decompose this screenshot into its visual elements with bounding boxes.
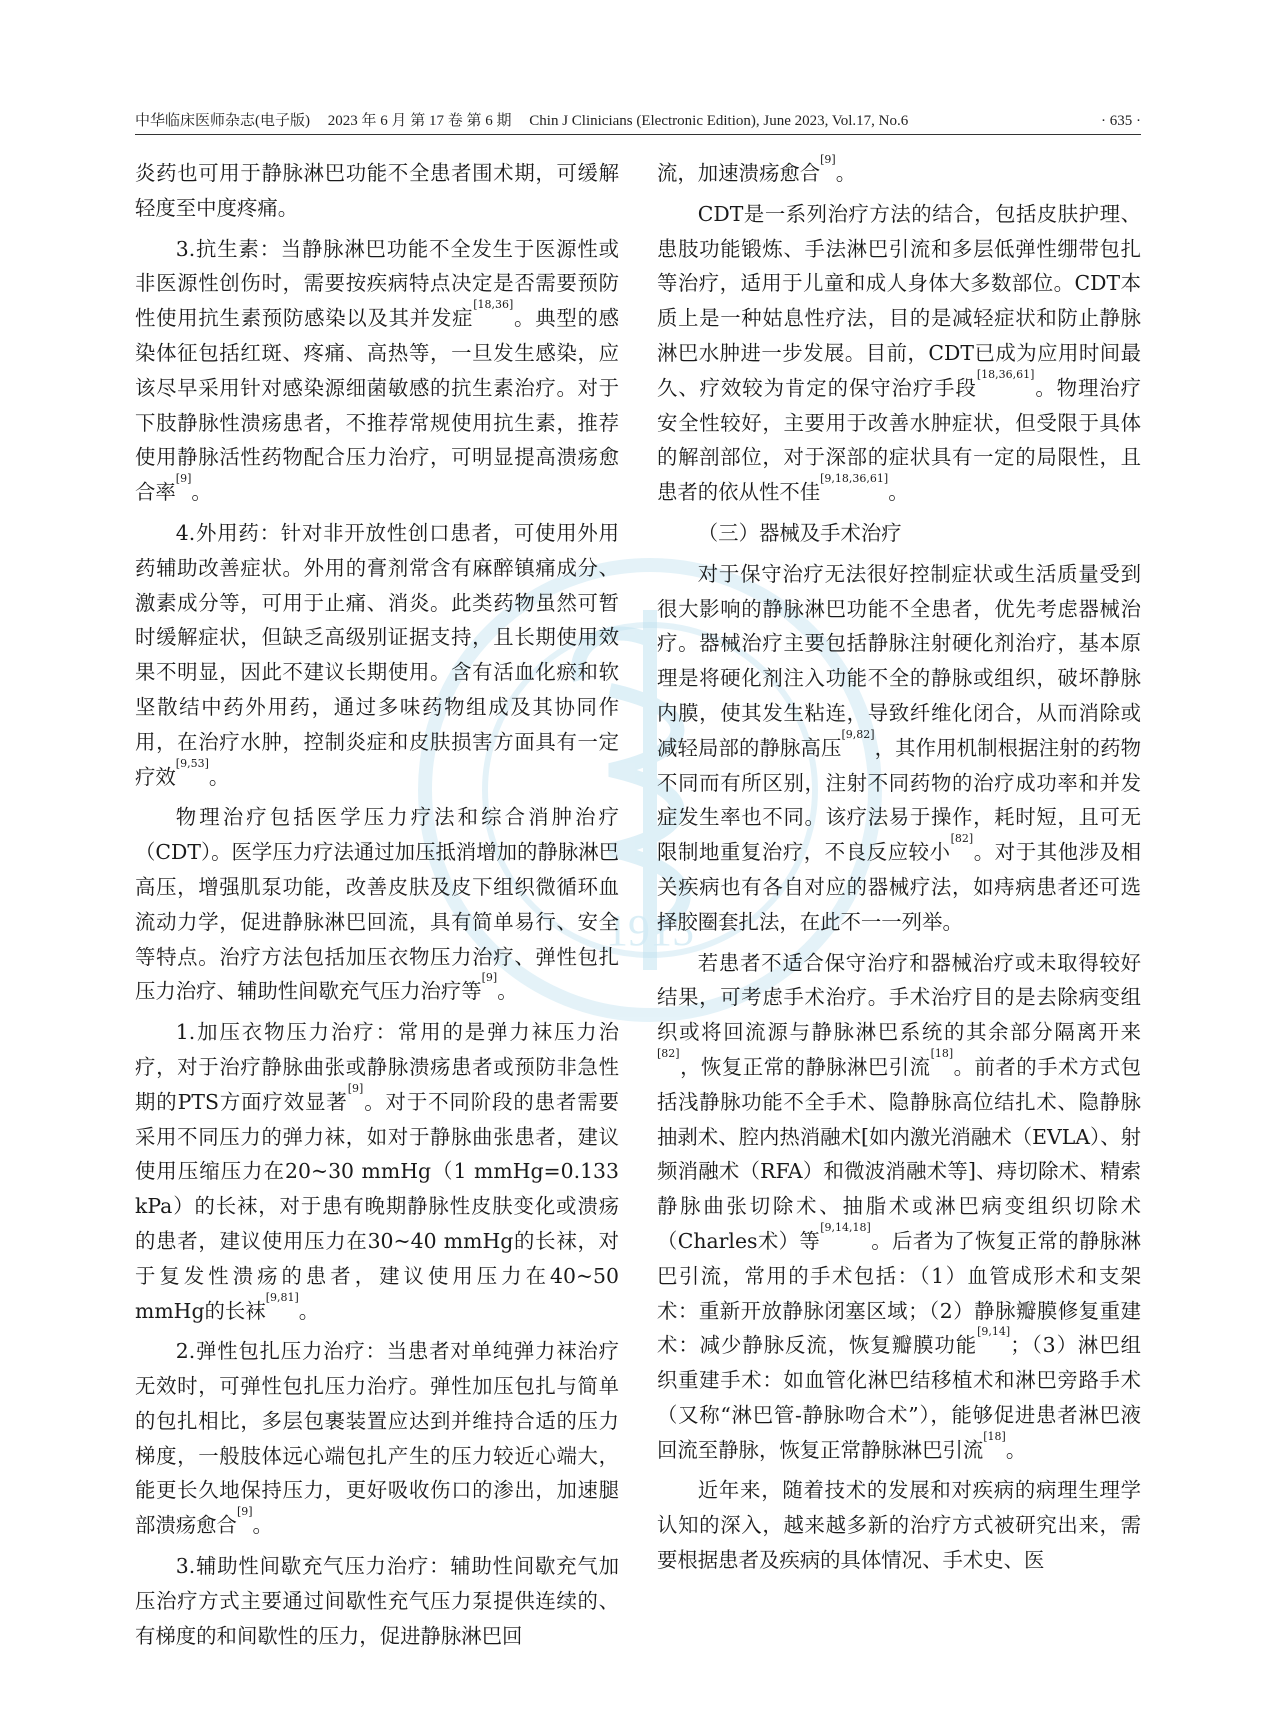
text-run: 。 — [191, 480, 212, 505]
citation-ref: [18,36] — [473, 298, 514, 312]
text-run: 。对于其他涉及相关疾病也有各自对应的器械疗法，如痔病患者还可选择胶圈套扎法，在此不一一列举。 — [657, 840, 1142, 934]
journal-title-cn: 中华临床医师杂志(电子版) — [135, 113, 310, 129]
paragraph — [135, 1015, 619, 1328]
text-run: 4.外用药：针对非开放性创口患者，可使用外用药辅助改善症状。外用的膏剂常含有麻醉镇痛成分、激素成分等，可用于止痛、消炎。此类药物虽然可暂时缓解症状，但缺乏高级别证据支持，且长期使用效果不明显，因此不建议长期使用。含有活血化瘀和软坚散结中药外用药，通过多味药物组成及其协同作用，在治疗水肿，控制炎症和皮肤损害方面具有一定疗效 — [135, 520, 619, 789]
citation-ref: [9] — [481, 971, 498, 985]
issue-info-cn: 2023 年 6 月 第 17 卷 第 6 期 — [327, 113, 512, 129]
citation-ref: [9,14,18] — [820, 1220, 871, 1234]
journal-title-en: Chin J Clinicians (Electronic Edition), June 2023, Vol.17, No.6 — [529, 113, 909, 129]
left-column — [135, 156, 619, 1659]
text-run: 。 — [888, 480, 909, 505]
citation-ref: [18] — [930, 1046, 954, 1060]
text-run: 。物理治疗安全性较好，主要用于改善水肿症状，但受限于具体的解剖部位，对于深部的症状具有一定的局限性，且患者的依从性不佳 — [657, 375, 1142, 505]
text-run: 流，加速溃疡愈合 — [657, 161, 821, 185]
text-run: 。前者的手术方式包括浅静脉功能不全手术、隐静脉高位结扎术、隐静脉抽剥术、腔内热消融术[如内激光消融术（EVLA）、射频消融术（RFA）和微波消融术等]、痔切除术、精索静脉曲张切除术、抽脂术或淋巴病变组织切除术（Charles术）等 — [657, 1054, 1142, 1253]
citation-ref: [82] — [950, 832, 974, 846]
text-run: ，其作用机制根据注射的药物不同而有所区别，注射不同药物的治疗成功率和并发症发生率也不同。该疗法易于操作，耗时短，且可无限制地重复治疗，不良反应较小 — [657, 735, 1141, 865]
text-run: 。 — [208, 764, 230, 789]
paragraph — [657, 197, 1141, 510]
svg-text:1915: 1915 — [606, 906, 694, 955]
text-run: 。 — [835, 161, 857, 185]
journal-citation — [135, 109, 922, 130]
citation-ref: [18] — [983, 1429, 1006, 1443]
text-run: 近年来，随着技术的发展和对疾病的病理生理学认知的深入，越来越多新的治疗方式被研究出来，需要根据患者及疾病的具体情况、手术史、医 — [657, 1478, 1141, 1573]
paragraph — [657, 557, 1141, 940]
section-heading — [657, 516, 1141, 551]
text-run: 若患者不适合保守治疗和器械治疗或未取得较好结果，可考虑手术治疗。手术治疗目的是去除病变组织或将回流源与静脉淋巴系统的其余部分隔离开来 — [657, 950, 1141, 1045]
paragraph-continuation — [135, 156, 619, 226]
text-run: CDT是一系列治疗方法的结合，包括皮肤护理、患肢功能锻炼、手法淋巴引流和多层低弹性绷带包扎等治疗，适用于儿童和成人身体大多数部位。CDT本质上是一种姑息性疗法，目的是减轻症状和防止静脉淋巴水肿进一步发展。目前，CDT已成为应用时间最久、疗效较为肯定的保守治疗手段 — [657, 201, 1141, 400]
paragraph — [135, 1549, 619, 1653]
text-run: 3.抗生素：当静脉淋巴功能不全发生于医源性或非医源性创伤时，需要按疾病特点决定是否需要预防性使用抗生素预防感染以及其并发症 — [135, 236, 619, 331]
paragraph — [135, 800, 619, 1009]
text-run: 。对于不同阶段的患者需要采用不同压力的弹力袜，如对于静脉曲张患者，建议使用压缩压力在20~30 mmHg（1 mmHg=0.133 kPa）的长袜，对于患有晚期静脉性皮肤变化或溃疡的患者，建议使用压力在30~40 mmHg的长袜，对于复发性溃疡的患者，建议使用压力在40~50 mmHg的长袜 — [135, 1089, 619, 1323]
text-run: 对于保守治疗无法很好控制症状或生活质量受到很大影响的静脉淋巴功能不全患者，优先考虑器械治疗。器械治疗主要包括静脉注射硬化剂治疗，基本原理是将硬化剂注入功能不全的静脉或组织，破坏静脉内膜，使其发生粘连，导致纤维化闭合，从而消除或减轻局部的静脉高压 — [657, 561, 1141, 760]
paragraph — [657, 946, 1141, 1468]
paragraph — [135, 516, 619, 794]
citation-ref: [9] — [236, 1505, 253, 1519]
text-run: （三）器械及手术治疗 — [697, 520, 902, 545]
text-run: 。典型的感染体征包括红斑、疼痛、高热等，一旦发生感染，应该尽早采用针对感染源细菌敏感的抗生素治疗。对于下肢静脉性溃疡患者，不推荐常规使用抗生素，推荐使用静脉活性药物配合压力治疗，可明显提高溃疡愈合率 — [135, 306, 620, 505]
citation-ref: [9,53] — [175, 756, 209, 770]
text-run: 。 — [497, 979, 518, 1004]
citation-ref: [9] — [820, 153, 836, 166]
paragraph-continuation — [657, 153, 1141, 191]
text-run: 。 — [1005, 1437, 1027, 1462]
text-run: 炎药也可用于静脉淋巴功能不全患者围术期，可缓解轻度至中度疼痛。 — [135, 161, 619, 220]
citation-ref: [82] — [657, 1046, 680, 1060]
paragraph — [657, 1473, 1141, 1577]
header-divider — [135, 134, 1141, 135]
citation-ref: [9] — [347, 1081, 364, 1095]
page-number: · 635 · — [1101, 113, 1141, 129]
text-run: ；（3）淋巴组织重建手术：如血管化淋巴结移植术和淋巴旁路手术（又称“淋巴管-静脉吻合术”），能够促进患者淋巴液回流至静脉，恢复正常静脉淋巴引流 — [657, 1333, 1142, 1462]
citation-ref: [9,18,36,61] — [820, 472, 889, 486]
citation-ref: [9,81] — [265, 1290, 299, 1304]
text-run: 2.弹性包扎压力治疗：当患者对单纯弹力袜治疗无效时，可弹性包扎压力治疗。弹性加压包扎与简单的包扎相比，多层包裹装置应达到并维持合适的压力梯度，一般肢体远心端包扎产生的压力较近心端大，能更长久地保持压力，更好吸收伤口的渗出，加速腿部溃疡愈合 — [135, 1339, 619, 1538]
citation-ref: [9,82] — [841, 727, 875, 741]
citation-ref: [9,14] — [977, 1325, 1011, 1339]
text-run: 。 — [252, 1513, 273, 1538]
text-run: 。后者为了恢复正常的静脉淋巴引流，常用的手术包括：（1）血管成形术和支架术：重新开放静脉闭塞区域；（2）静脉瓣膜修复重建术：减少静脉反流，恢复瓣膜功能 — [657, 1228, 1142, 1358]
paragraph — [135, 1334, 619, 1543]
paragraph — [135, 232, 619, 510]
text-run: ，恢复正常的静脉淋巴引流 — [679, 1054, 931, 1079]
citation-ref: [9] — [175, 472, 192, 486]
running-header — [135, 106, 1141, 130]
right-column — [657, 153, 1142, 1584]
text-run: 物理治疗包括医学压力疗法和综合消肿治疗（CDT）。医学压力疗法通过加压抵消增加的静脉淋巴高压，增强肌泵功能，改善皮肤及皮下组织微循环血流动力学，促进静脉淋巴回流，具有简单易行、安全等特点。治疗方法包括加压衣物压力治疗、弹性包扎压力治疗、辅助性间歇充气压力治疗等 — [135, 805, 619, 1004]
text-run: 。 — [298, 1298, 320, 1323]
citation-ref: [18,36,61] — [976, 367, 1035, 381]
text-run: 1.加压衣物压力治疗：常用的是弹力袜压力治疗，对于治疗静脉曲张或静脉溃疡患者或预防非急性期的PTS方面疗效显著 — [135, 1020, 619, 1114]
text-run: 3.辅助性间歇充气压力治疗：辅助性间歇充气加压治疗方式主要通过间歇性充气压力泵提供连续的、有梯度的和间歇性的压力，促进静脉淋巴回 — [135, 1554, 619, 1648]
